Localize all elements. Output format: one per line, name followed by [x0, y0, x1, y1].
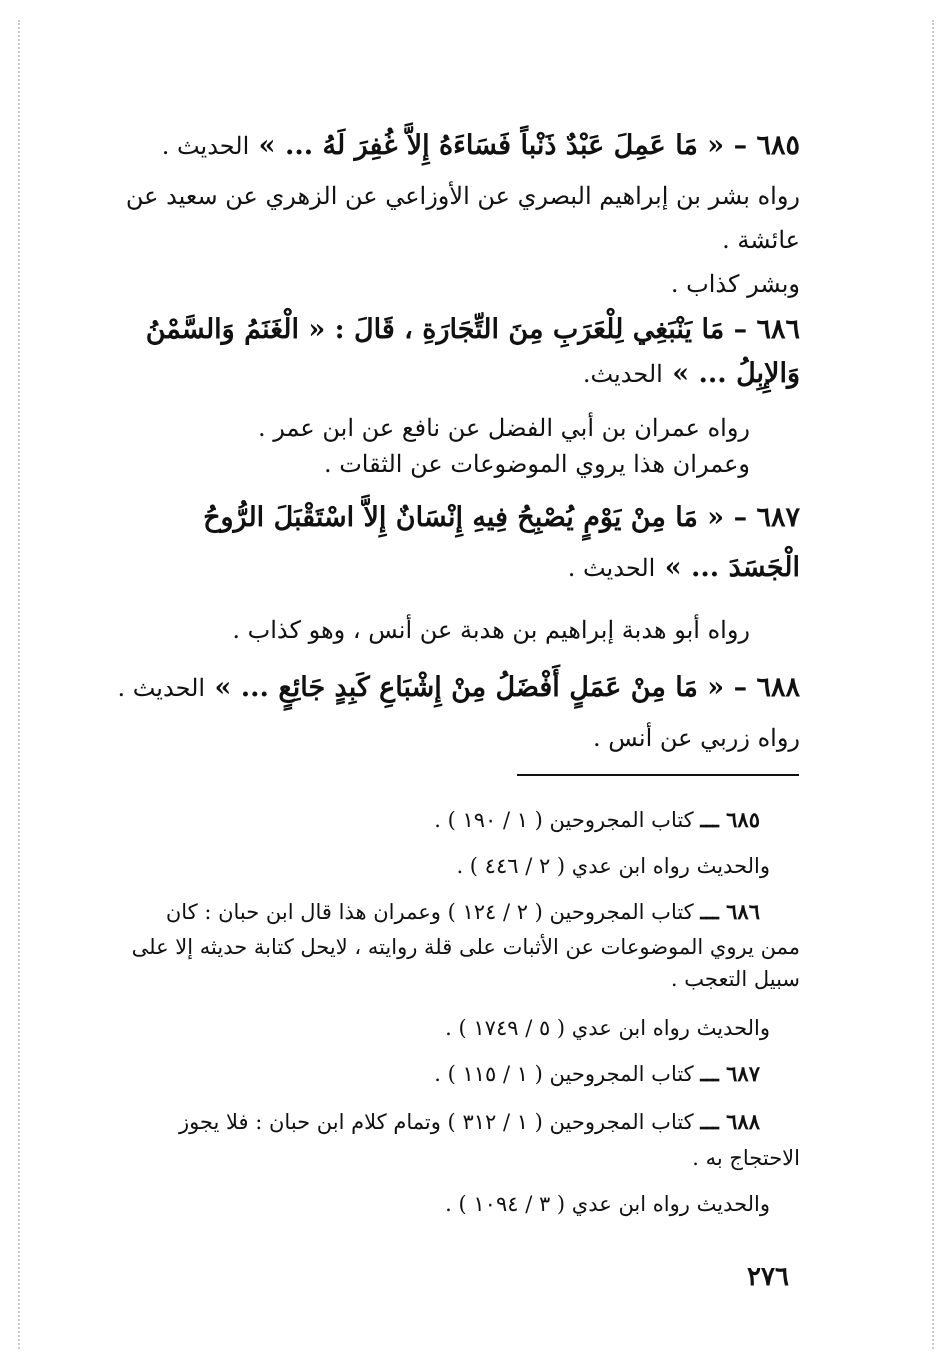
footnote-687-text: كتاب المجروحين ( ١ / ١١٥ ) .: [434, 1062, 694, 1086]
entry-686-hadith-text-cont: وَالإِبِلُ ... »: [672, 358, 800, 389]
footnote-688-number: ٦٨٨ ـــ: [700, 1109, 760, 1134]
entry-688: [110, 666, 800, 760]
footnote-686-line-3: سبيل التعجب .: [670, 967, 800, 991]
entry-687-narration-1: رواه أبو هدبة إبراهيم بن هدبة عن أنس ، وهو كذاب .: [232, 616, 750, 644]
footnote-685-line-2: والحديث رواه ابن عدي ( ٢ / ٤٤٦ ) .: [456, 854, 770, 878]
entry-687-number: ٦٨٧ –: [733, 502, 800, 533]
footnote-685-line-1: [100, 800, 800, 840]
footnote-divider: [517, 774, 799, 776]
entry-687: [110, 496, 800, 652]
entry-685: [110, 124, 800, 306]
entry-686-number: ٦٨٦ –: [733, 314, 800, 345]
entry-686-narration-2: وعمران هذا يروي الموضوعات عن الثقات .: [323, 450, 750, 478]
entry-686: [110, 308, 800, 482]
footnote-685-number: ٦٨٥ ـــ: [700, 807, 760, 832]
footnote-688-line-2: الاحتجاج به .: [692, 1146, 800, 1170]
entry-686-narration-1: رواه عمران بن أبي الفضل عن نافع عن ابن عمر .: [258, 414, 750, 442]
footnote-688-text: كتاب المجروحين ( ١ / ٣١٢ ) وتمام كلام ابن حبان : فلا يجوز: [178, 1110, 694, 1134]
footnote-685-text: كتاب المجروحين ( ١ / ١٩٠ ) .: [434, 808, 694, 832]
footnote-688-line-3: والحديث رواه ابن عدي ( ٣ / ١٠٩٤ ) .: [445, 1192, 770, 1216]
entry-687-tail: الحديث .: [567, 554, 656, 582]
entry-685-tail: الحديث .: [161, 132, 250, 160]
entry-685-narration-2: عائشة .: [722, 226, 800, 254]
footnote-688-line-1: [100, 1102, 800, 1142]
entry-686-heading: [110, 308, 800, 352]
footnote-687-number: ٦٨٧ ـــ: [700, 1061, 760, 1086]
entry-688-hadith-text: « مَا مِنْ عَمَلٍ أَفْضَلُ مِنْ إِشْبَاعِ كَبِدٍ جَائِعٍ ... »: [214, 672, 725, 703]
entry-686-tail: الحديث.: [582, 360, 663, 388]
entry-688-narration-1: رواه زربي عن أنس .: [593, 724, 800, 752]
entry-687-heading: [110, 496, 800, 540]
footnote-686-number: ٦٨٦ ـــ: [700, 899, 760, 924]
entry-686-heading-cont: [110, 352, 800, 396]
footnote-687-line-1: [100, 1054, 800, 1094]
footnote-686-line-2: ممن يروي الموضوعات عن الأثبات على قلة روايته ، لايحل كتابة حديثه إلا على: [131, 935, 800, 959]
footnotes: [100, 800, 800, 1224]
entry-686-hadith-text: مَا يَنْبَغِي لِلْعَرَبِ مِنَ التِّجَارَةِ ، قَالَ : « الْغَنَمُ وَالسَّمْنُ: [145, 314, 725, 345]
entry-687-heading-cont: [110, 546, 800, 590]
entry-687-hadith-text: « مَا مِنْ يَوْمٍ يُصْبِحُ فِيهِ إِنْسَانٌ إِلاَّ اسْتَقْبَلَ الرُّوحُ: [203, 502, 725, 533]
entry-688-tail: الحديث .: [117, 674, 206, 702]
footnote-686-line-1: [100, 892, 800, 932]
left-margin-scan-dots: [18, 20, 20, 1349]
page-number: ٢٧٦: [747, 1262, 789, 1292]
entry-685-narration-1: رواه بشر بن إبراهيم البصري عن الأوزاعي عن الزهري عن سعيد عن: [125, 182, 800, 210]
footnote-686-line-4: والحديث رواه ابن عدي ( ٥ / ١٧٤٩ ) .: [445, 1016, 770, 1040]
entry-685-hadith-text: « مَا عَمِلَ عَبْدٌ ذَنْباً فَسَاءَهُ إِلاَّ غُفِرَ لَهُ ... »: [258, 130, 725, 161]
entry-688-heading: [110, 666, 800, 710]
footnote-686-text: كتاب المجروحين ( ٢ / ١٢٤ ) وعمران هذا قال ابن حبان : كان: [165, 900, 694, 924]
right-margin-scan-dots: [932, 20, 934, 1349]
entry-687-hadith-text-cont: الْجَسَدَ ... »: [664, 552, 800, 583]
entry-685-heading: [110, 124, 800, 168]
entry-685-narration-3: وبشر كذاب .: [670, 270, 800, 298]
entry-685-number: ٦٨٥ –: [733, 130, 800, 161]
entry-688-number: ٦٨٨ –: [733, 672, 800, 703]
